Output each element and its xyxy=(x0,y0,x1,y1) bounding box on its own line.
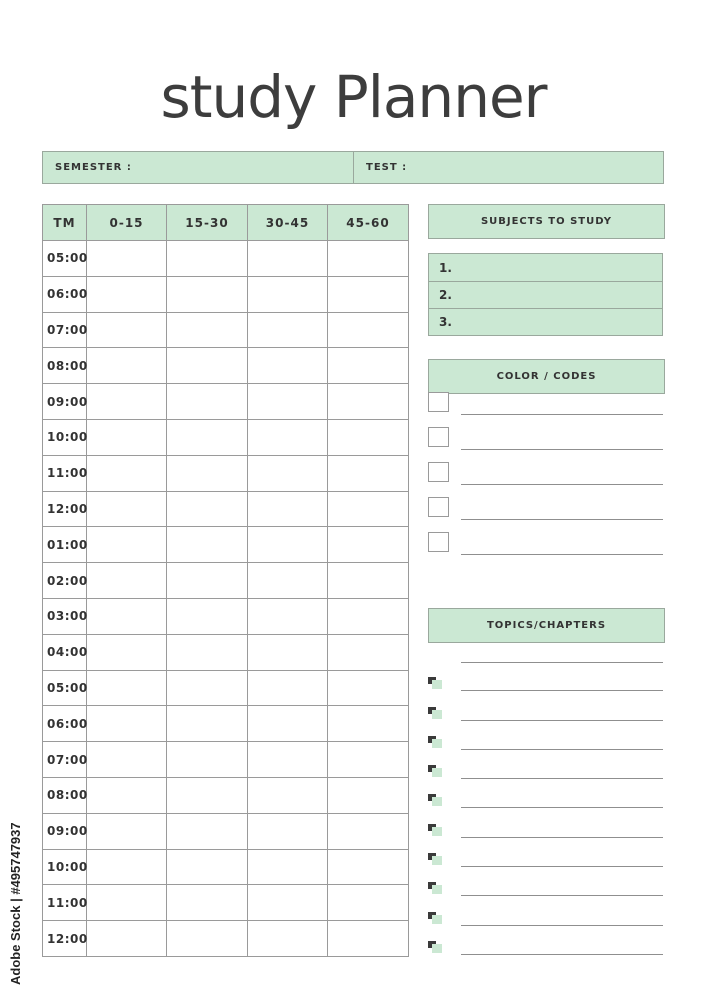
schedule-cell[interactable] xyxy=(248,742,328,778)
schedule-cell[interactable] xyxy=(328,706,409,742)
time-label: 10:00 xyxy=(43,419,87,455)
schedule-row xyxy=(43,598,409,634)
schedule-cell[interactable] xyxy=(87,634,167,670)
subject-row[interactable]: 3. xyxy=(428,309,663,336)
schedule-cell[interactable] xyxy=(248,312,328,348)
schedule-cell[interactable] xyxy=(167,384,248,420)
schedule-cell[interactable] xyxy=(328,384,409,420)
schedule-cell[interactable] xyxy=(87,348,167,384)
subjects-heading: SUBJECTS TO STUDY xyxy=(428,204,665,239)
column-header: 30-45 xyxy=(248,205,328,241)
time-label: 09:00 xyxy=(43,813,87,849)
schedule-cell[interactable] xyxy=(87,384,167,420)
checkbox-icon[interactable] xyxy=(428,824,443,836)
checkbox-icon[interactable] xyxy=(428,912,443,924)
schedule-cell[interactable] xyxy=(87,455,167,491)
checkbox-icon[interactable] xyxy=(428,941,443,953)
schedule-cell[interactable] xyxy=(167,921,248,957)
schedule-row xyxy=(43,527,409,563)
schedule-cell[interactable] xyxy=(167,491,248,527)
schedule-cell[interactable] xyxy=(248,527,328,563)
schedule-cell[interactable] xyxy=(328,563,409,599)
hourly-schedule-table xyxy=(42,204,409,957)
schedule-cell[interactable] xyxy=(87,419,167,455)
schedule-cell[interactable] xyxy=(87,598,167,634)
time-label: 05:00 xyxy=(43,670,87,706)
schedule-cell[interactable] xyxy=(328,813,409,849)
color-code-row xyxy=(428,520,663,555)
schedule-cell[interactable] xyxy=(167,634,248,670)
time-label: 03:00 xyxy=(43,598,87,634)
schedule-cell[interactable] xyxy=(328,849,409,885)
topic-row xyxy=(428,896,663,925)
color-swatch-box[interactable] xyxy=(428,427,449,447)
schedule-cell[interactable] xyxy=(328,527,409,563)
schedule-cell[interactable] xyxy=(87,312,167,348)
semester-test-bar xyxy=(42,151,664,184)
schedule-row xyxy=(43,634,409,670)
schedule-cell[interactable] xyxy=(167,777,248,813)
schedule-cell[interactable] xyxy=(167,813,248,849)
schedule-cell[interactable] xyxy=(167,849,248,885)
schedule-cell[interactable] xyxy=(87,491,167,527)
schedule-row xyxy=(43,348,409,384)
stock-id-label: Adobe Stock | #495747937 xyxy=(8,822,23,985)
schedule-cell[interactable] xyxy=(167,312,248,348)
schedule-row xyxy=(43,419,409,455)
schedule-cell[interactable] xyxy=(87,849,167,885)
time-label: 02:00 xyxy=(43,563,87,599)
topics-heading: TOPICS/CHAPTERS xyxy=(428,608,665,643)
schedule-cell[interactable] xyxy=(248,563,328,599)
schedule-cell[interactable] xyxy=(167,276,248,312)
schedule-cell[interactable] xyxy=(328,276,409,312)
schedule-cell[interactable] xyxy=(248,670,328,706)
schedule-row xyxy=(43,384,409,420)
time-label: 10:00 xyxy=(43,849,87,885)
schedule-row xyxy=(43,885,409,921)
schedule-row xyxy=(43,777,409,813)
schedule-row xyxy=(43,312,409,348)
schedule-cell[interactable] xyxy=(328,777,409,813)
schedule-cell[interactable] xyxy=(87,813,167,849)
checkbox-icon[interactable] xyxy=(428,853,443,865)
schedule-cell[interactable] xyxy=(248,777,328,813)
schedule-cell[interactable] xyxy=(328,921,409,957)
schedule-cell[interactable] xyxy=(87,276,167,312)
color-codes-heading: COLOR / CODES xyxy=(428,359,665,394)
time-label: 11:00 xyxy=(43,455,87,491)
schedule-cell[interactable] xyxy=(167,598,248,634)
schedule-cell[interactable] xyxy=(167,527,248,563)
schedule-row xyxy=(43,563,409,599)
schedule-cell[interactable] xyxy=(248,598,328,634)
schedule-row xyxy=(43,241,409,277)
topic-row xyxy=(428,867,663,896)
schedule-cell[interactable] xyxy=(167,348,248,384)
schedule-cell[interactable] xyxy=(87,885,167,921)
schedule-row xyxy=(43,670,409,706)
checkbox-icon[interactable] xyxy=(428,736,443,748)
schedule-cell[interactable] xyxy=(87,921,167,957)
schedule-cell[interactable] xyxy=(248,276,328,312)
schedule-cell[interactable] xyxy=(167,670,248,706)
subject-row[interactable]: 2. xyxy=(428,282,663,309)
time-label: 09:00 xyxy=(43,384,87,420)
topic-row xyxy=(428,779,663,808)
schedule-cell[interactable] xyxy=(328,598,409,634)
subjects-list xyxy=(428,253,663,336)
schedule-header-row xyxy=(43,205,409,241)
schedule-row xyxy=(43,742,409,778)
schedule-cell[interactable] xyxy=(87,670,167,706)
schedule-cell[interactable] xyxy=(328,491,409,527)
schedule-cell[interactable] xyxy=(328,455,409,491)
time-label: 12:00 xyxy=(43,921,87,957)
color-code-row xyxy=(428,380,663,415)
color-swatch-box[interactable] xyxy=(428,392,449,412)
color-code-row xyxy=(428,485,663,520)
schedule-row xyxy=(43,849,409,885)
time-label: 06:00 xyxy=(43,276,87,312)
time-label: 08:00 xyxy=(43,777,87,813)
time-label: 01:00 xyxy=(43,527,87,563)
schedule-cell[interactable] xyxy=(248,921,328,957)
subject-row[interactable]: 1. xyxy=(428,253,663,282)
schedule-cell[interactable] xyxy=(248,706,328,742)
time-label: 06:00 xyxy=(43,706,87,742)
topic-row xyxy=(428,691,663,720)
color-code-row xyxy=(428,450,663,485)
time-label: 04:00 xyxy=(43,634,87,670)
color-swatch-box[interactable] xyxy=(428,462,449,482)
topic-row xyxy=(428,926,663,955)
schedule-cell[interactable] xyxy=(328,312,409,348)
column-header: 0-15 xyxy=(87,205,167,241)
topic-row xyxy=(428,662,663,691)
schedule-cell[interactable] xyxy=(248,634,328,670)
column-header: 15-30 xyxy=(167,205,248,241)
topic-line[interactable] xyxy=(461,954,663,955)
schedule-cell[interactable] xyxy=(87,527,167,563)
schedule-cell[interactable] xyxy=(167,455,248,491)
time-label: 05:00 xyxy=(43,241,87,277)
schedule-cell[interactable] xyxy=(167,241,248,277)
checkbox-icon[interactable] xyxy=(428,765,443,777)
checkbox-icon[interactable] xyxy=(428,882,443,894)
schedule-cell[interactable] xyxy=(87,706,167,742)
schedule-row xyxy=(43,455,409,491)
time-label: 11:00 xyxy=(43,885,87,921)
schedule-cell[interactable] xyxy=(167,885,248,921)
semester-field[interactable]: SEMESTER : xyxy=(43,152,354,183)
schedule-cell[interactable] xyxy=(248,491,328,527)
time-label: 12:00 xyxy=(43,491,87,527)
checkbox-icon[interactable] xyxy=(428,794,443,806)
column-header: TM xyxy=(43,205,87,241)
schedule-cell[interactable] xyxy=(167,563,248,599)
schedule-row xyxy=(43,921,409,957)
schedule-row xyxy=(43,813,409,849)
schedule-cell[interactable] xyxy=(248,241,328,277)
schedule-cell[interactable] xyxy=(328,634,409,670)
schedule-cell[interactable] xyxy=(248,455,328,491)
color-code-row xyxy=(428,415,663,450)
schedule-row xyxy=(43,706,409,742)
schedule-cell[interactable] xyxy=(87,777,167,813)
schedule-cell[interactable] xyxy=(167,742,248,778)
schedule-cell[interactable] xyxy=(328,885,409,921)
schedule-cell[interactable] xyxy=(328,348,409,384)
schedule-cell[interactable] xyxy=(248,348,328,384)
schedule-cell[interactable] xyxy=(167,419,248,455)
time-label: 07:00 xyxy=(43,742,87,778)
schedule-cell[interactable] xyxy=(87,241,167,277)
topic-row xyxy=(428,809,663,838)
color-swatch-box[interactable] xyxy=(428,532,449,552)
schedule-cell[interactable] xyxy=(328,419,409,455)
schedule-cell[interactable] xyxy=(328,670,409,706)
schedule-row xyxy=(43,276,409,312)
time-label: 08:00 xyxy=(43,348,87,384)
checkbox-icon[interactable] xyxy=(428,677,443,689)
schedule-cell[interactable] xyxy=(167,706,248,742)
topic-row xyxy=(428,838,663,867)
page-title: study Planner xyxy=(160,63,547,131)
test-field[interactable]: TEST : xyxy=(366,162,408,173)
schedule-cell[interactable] xyxy=(328,742,409,778)
topic-row xyxy=(428,721,663,750)
schedule-cell[interactable] xyxy=(87,742,167,778)
schedule-cell[interactable] xyxy=(248,419,328,455)
schedule-cell[interactable] xyxy=(87,563,167,599)
checkbox-icon[interactable] xyxy=(428,707,443,719)
color-swatch-box[interactable] xyxy=(428,497,449,517)
schedule-cell[interactable] xyxy=(248,885,328,921)
topic-row xyxy=(428,750,663,779)
time-label: 07:00 xyxy=(43,312,87,348)
schedule-cell[interactable] xyxy=(328,241,409,277)
color-code-line[interactable] xyxy=(461,554,663,555)
schedule-cell[interactable] xyxy=(248,384,328,420)
schedule-cell[interactable] xyxy=(248,849,328,885)
schedule-row xyxy=(43,491,409,527)
schedule-cell[interactable] xyxy=(248,813,328,849)
column-header: 45-60 xyxy=(328,205,409,241)
